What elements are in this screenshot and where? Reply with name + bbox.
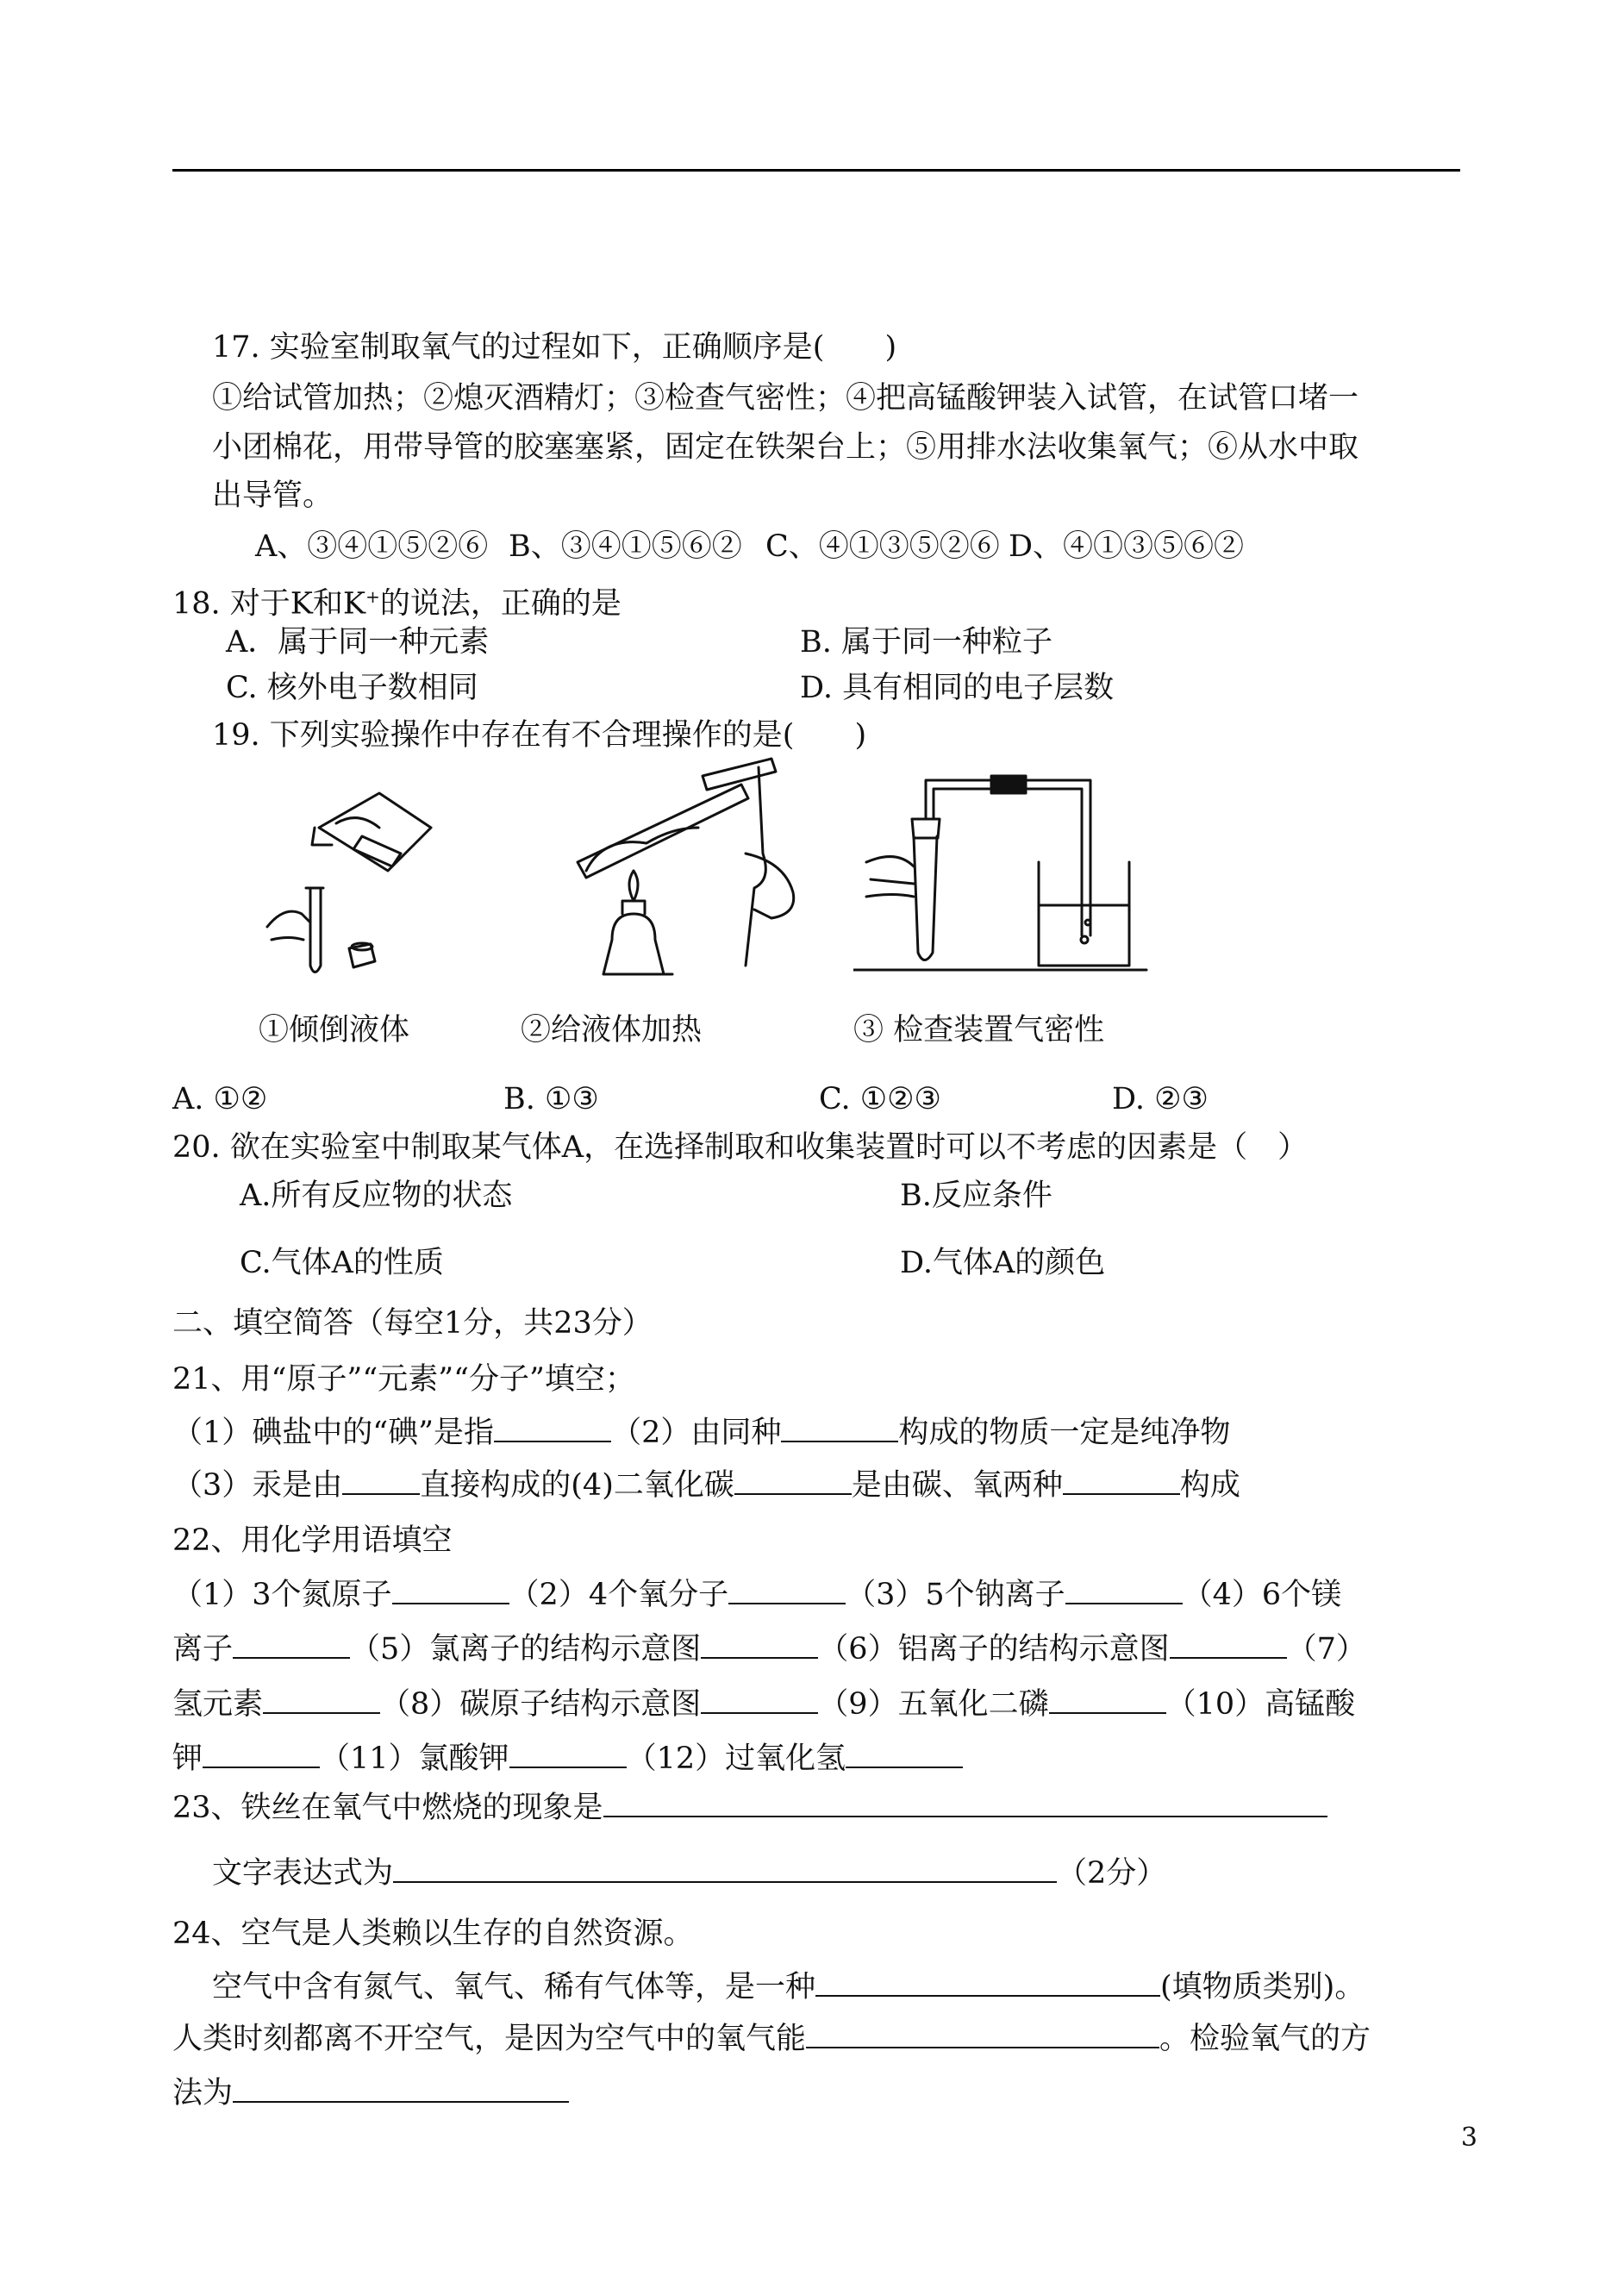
q24-line1: 空气中含有氮气、氧气、稀有气体等，是一种 (填物质类别)。 — [212, 1970, 1365, 2004]
airtightness-check-illustration — [853, 767, 1164, 983]
q19-stem: 19. 下列实验操作中存在有不合理操作的是( ) — [212, 718, 867, 753]
q24-stem: 24、空气是人类赖以生存的自然资源。 — [172, 1917, 694, 1951]
q20-option-d: D.气体A的颜色 — [900, 1246, 1106, 1280]
q20-option-c: C.气体A的性质 — [240, 1246, 444, 1280]
q18-option-b: B. 属于同一种粒子 — [800, 625, 1052, 660]
q21-stem: 21、用“原子”“元素”“分子”填空； — [172, 1362, 635, 1397]
answer-blank[interactable] — [1065, 1577, 1183, 1604]
q19-option-a: A. ①② — [172, 1082, 268, 1116]
q22-line1: （1）3个氮原子 （2）4个氧分子 （3）5个钠离子 （4）6个镁 — [172, 1578, 1342, 1612]
q24-line3: 法为 — [172, 2072, 569, 2115]
section-2-title: 二、填空简答（每空1分，共23分） — [172, 1306, 653, 1341]
answer-blank[interactable] — [815, 1969, 1160, 1997]
q19-caption-1: ①倾倒液体 — [259, 1013, 410, 1047]
answer-blank[interactable] — [728, 1577, 846, 1604]
answer-blank[interactable] — [781, 1415, 898, 1442]
q18-stem: 18. 对于K和K+的说法，正确的是 — [172, 586, 621, 622]
answer-blank[interactable] — [203, 1741, 320, 1768]
answer-blank[interactable] — [701, 1631, 818, 1659]
q19-option-b: B. ①③ — [503, 1082, 599, 1116]
answer-blank[interactable] — [734, 1467, 852, 1495]
answer-blank[interactable] — [603, 1790, 1327, 1817]
q17-option-b: B、③④①⑤⑥② — [509, 529, 742, 564]
q22-line2: 离子 （5）氯离子的结构示意图 （6）铝离子的结构示意图 （7） — [172, 1632, 1366, 1667]
answer-blank[interactable] — [701, 1686, 818, 1714]
answer-blank[interactable] — [342, 1467, 420, 1495]
answer-blank[interactable] — [233, 1631, 350, 1659]
answer-blank[interactable] — [392, 1577, 509, 1604]
answer-blank[interactable] — [846, 1741, 963, 1768]
q23-stem: 23、铁丝在氧气中燃烧的现象是 — [172, 1786, 1327, 1829]
q17-option-d: D、④①③⑤⑥② — [1009, 529, 1245, 564]
q19-caption-3: ③ 检查装置气密性 — [853, 1013, 1105, 1047]
q19-option-c: C. ①②③ — [819, 1082, 941, 1116]
q17-line2: 小团棉花，用带导管的胶塞塞紧，固定在铁架台上；⑤用排水法收集氧气；⑥从水中取 — [212, 430, 1359, 465]
q18-option-d: D. 具有相同的电子层数 — [800, 671, 1115, 705]
q18-option-c: C. 核外电子数相同 — [226, 671, 478, 705]
q22-line4: 钾 （11）氯酸钾 （12）过氧化氢 — [172, 1737, 963, 1780]
q22-stem: 22、用化学用语填空 — [172, 1523, 453, 1558]
q17-line1: ①给试管加热；②熄灭酒精灯；③检查气密性；④把高锰酸钾装入试管，在试管口堵一 — [212, 381, 1359, 416]
q22-line3: 氢元素 （8）碳原子结构示意图 （9）五氧化二磷 （10）高锰酸 — [172, 1687, 1356, 1722]
answer-blank[interactable] — [1170, 1631, 1287, 1659]
header-rule — [172, 169, 1460, 172]
q20-option-b: B.反应条件 — [900, 1179, 1052, 1213]
q19-caption-2: ②给液体加热 — [521, 1013, 703, 1047]
page-number: 3 — [1460, 2123, 1477, 2153]
q18-option-a: A．属于同一种元素 — [226, 625, 490, 660]
q21-line1: （1）碘盐中的“碘”是指 （2）由同种 构成的物质一定是纯净物 — [172, 1416, 1231, 1450]
q19-option-d: D. ②③ — [1112, 1082, 1209, 1116]
q17-option-a: A、③④①⑤②⑥ — [255, 529, 489, 564]
q17-line3: 出导管。 — [212, 478, 334, 513]
answer-blank[interactable] — [494, 1415, 611, 1442]
pouring-liquid-illustration — [250, 776, 457, 991]
q17-option-c: C、④①③⑤②⑥ — [765, 529, 1000, 564]
q23-expression: 文字表达式为 （2分） — [212, 1856, 1167, 1891]
answer-blank[interactable] — [263, 1686, 380, 1714]
q21-line2: （3）汞是由 直接构成的(4)二氧化碳 是由碳、氧两种 构成 — [172, 1468, 1240, 1503]
answer-blank[interactable] — [1049, 1686, 1166, 1714]
answer-blank[interactable] — [1063, 1467, 1180, 1495]
answer-blank[interactable] — [509, 1741, 627, 1768]
answer-blank[interactable] — [393, 1855, 1057, 1883]
answer-blank[interactable] — [806, 2021, 1159, 2048]
answer-blank[interactable] — [233, 2075, 569, 2103]
q20-option-a: A.所有反应物的状态 — [240, 1179, 513, 1213]
q24-line2: 人类时刻都离不开空气，是因为空气中的氧气能 。检验氧气的方 — [172, 2022, 1371, 2056]
q17-stem: 17. 实验室制取氧气的过程如下，正确顺序是( ) — [212, 330, 897, 365]
heating-liquid-illustration — [552, 741, 810, 1000]
q20-stem: 20. 欲在实验室中制取某气体A，在选择制取和收集装置时可以不考虑的因素是（ ） — [172, 1130, 1309, 1165]
